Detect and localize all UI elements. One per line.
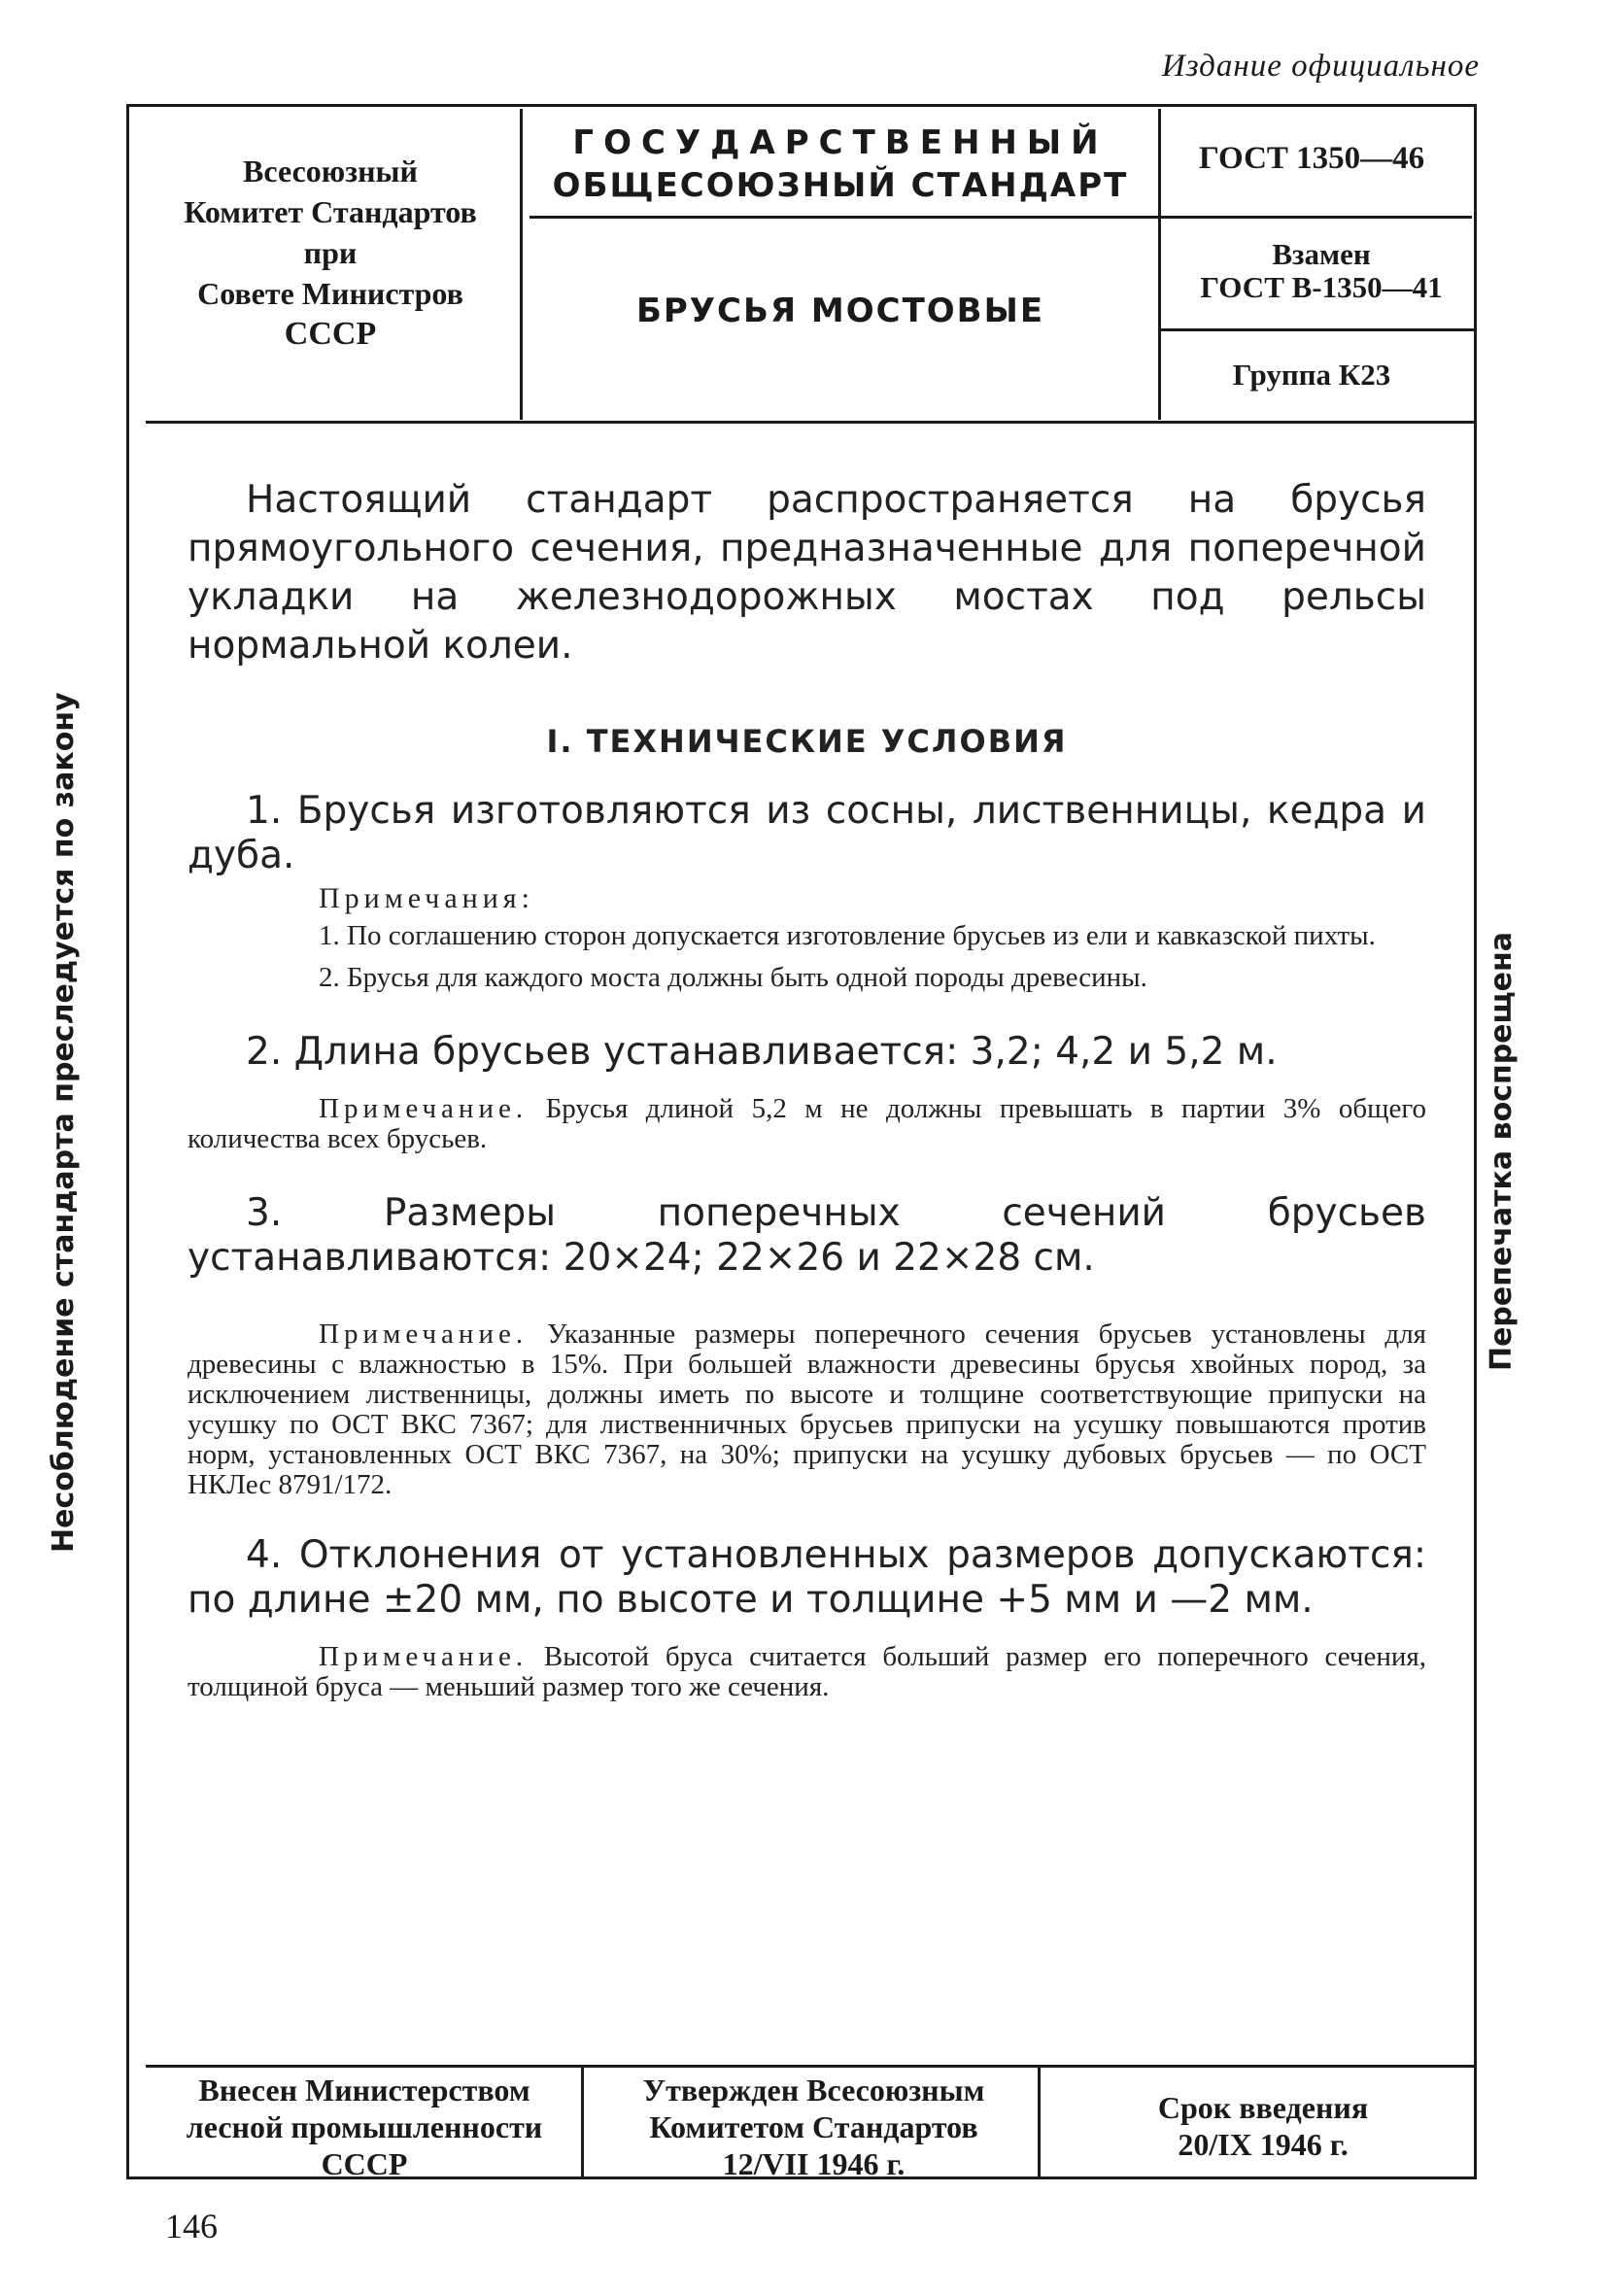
footer-line: Срок введения	[1157, 2090, 1369, 2125]
replaces-block	[1161, 238, 1482, 304]
footer-line: Утвержден Всесоюзным	[642, 2073, 985, 2108]
notes-label: Примечания:	[319, 882, 534, 914]
header-rule-mid	[530, 216, 1472, 219]
frame-right	[1474, 104, 1477, 2178]
footer-line: 20/IX 1946 г.	[1178, 2127, 1349, 2162]
committee-line: СССР	[284, 316, 377, 352]
side-caption-right: Перепечатка воспрещена	[1485, 931, 1519, 1372]
note-label: Примечание.	[319, 1641, 529, 1672]
standard-title: БРУСЬЯ МОСТОВЫЕ	[635, 291, 1045, 330]
committee-block	[146, 151, 515, 355]
note-text: Высотой бруса считается больший размер его поперечного сечения, толщиной бруса — меньший размер того же сечения.	[188, 1641, 1426, 1702]
committee-line: при	[303, 235, 358, 270]
clause-3-note	[188, 1319, 1426, 1500]
note-text: Брусья длиной 5,2 м не должны превышать в партии 3% общего количества всех брусьев.	[188, 1093, 1426, 1154]
intro-paragraph: Настоящий стандарт распространяется на брусья прямоугольного сечения, предназначенные для поперечной укладки на железнодорожных мостах под рельсы нормальной колеи.	[188, 478, 1426, 668]
page-number: 146	[165, 2207, 218, 2245]
note-label: Примечание.	[319, 1093, 529, 1124]
edition-label: Издание официальное	[1161, 49, 1480, 84]
footer-effective	[1044, 2089, 1482, 2163]
replaces-value: ГОСТ В-1350—41	[1200, 270, 1443, 304]
footer-line: Комитетом Стандартов	[649, 2109, 978, 2144]
footer-approved	[588, 2072, 1040, 2182]
clause-1-note-1: 1. По соглашению сторон допускается изготовление брусьев из ели и кавказской пихты.	[319, 920, 1376, 951]
clause-2: 2. Длина брусьев устанавливается: 3,2; 4,2 и 5,2 м.	[246, 1030, 1278, 1074]
committee-line: Совете Министров	[197, 276, 463, 311]
committee-line: Комитет Стандартов	[184, 194, 477, 229]
header-divider-1	[520, 109, 523, 420]
main-content	[188, 476, 1426, 1702]
replaces-label: Взамен	[1272, 237, 1371, 271]
clause-1-note-2: 2. Брусья для каждого моста должны быть одной породы древесины.	[319, 962, 1147, 993]
committee-line: Всесоюзный	[243, 154, 418, 188]
group-code: Группа К23	[1232, 358, 1391, 392]
note-text: Указанные размеры поперечного сечения брусьев установлены для древесины с влажностью в 15%. При большей влажности древесины брусья хвойных пород, за исключением лиственницы, должны иметь по высоте и толщине соответствующие припуски на усушку по ОСТ ВКС 7367; для лиственничных брусьев припуски на усушку повышаются против норм, установленных ОСТ ВКС 7367, на 30%; припуски на усушку дубовых брусьев — по ОСТ НКЛес 8791/172.	[188, 1319, 1427, 1500]
gost-number: ГОСТ 1350—46	[1198, 141, 1425, 176]
clause-2-note	[188, 1094, 1426, 1154]
header-rule-right	[1161, 328, 1474, 331]
footer-line: лесной промышленности	[186, 2109, 543, 2144]
section-title: I. ТЕХНИЧЕСКИЕ УСЛОВИЯ	[546, 723, 1068, 760]
frame-top	[126, 104, 1477, 107]
clause-3: 3. Размеры поперечных сечений брусьев устанавливаются: 20×24; 22×26 и 22×28 см.	[188, 1191, 1426, 1280]
note-label: Примечание.	[319, 1319, 529, 1350]
header-rule-bottom	[146, 421, 1474, 424]
clause-4-note	[188, 1642, 1426, 1702]
footer-line: 12/VII 1946 г.	[722, 2146, 906, 2181]
footer-line: Внесен Министерством	[198, 2073, 530, 2108]
standard-type-line: ГОСУДАРСТВЕННЫЙ	[572, 123, 1109, 162]
footer-rule-top	[146, 2065, 1474, 2068]
side-caption-left: Несоблюдение стандарта преследуется по закону	[47, 692, 81, 1553]
footer-line: СССР	[321, 2146, 408, 2181]
clause-1: 1. Брусья изготовляются из сосны, лиственницы, кедра и дуба.	[188, 789, 1426, 877]
standard-type	[530, 121, 1151, 207]
footer-introduced	[146, 2072, 583, 2182]
frame-left	[126, 104, 129, 2178]
clause-4: 4. Отклонения от установленных размеров допускаются: по длине ±20 мм, по высоте и толщине +5 мм и —2 мм.	[188, 1533, 1426, 1622]
standard-type-line: ОБЩЕСОЮЗНЫЙ СТАНДАРТ	[552, 166, 1129, 205]
